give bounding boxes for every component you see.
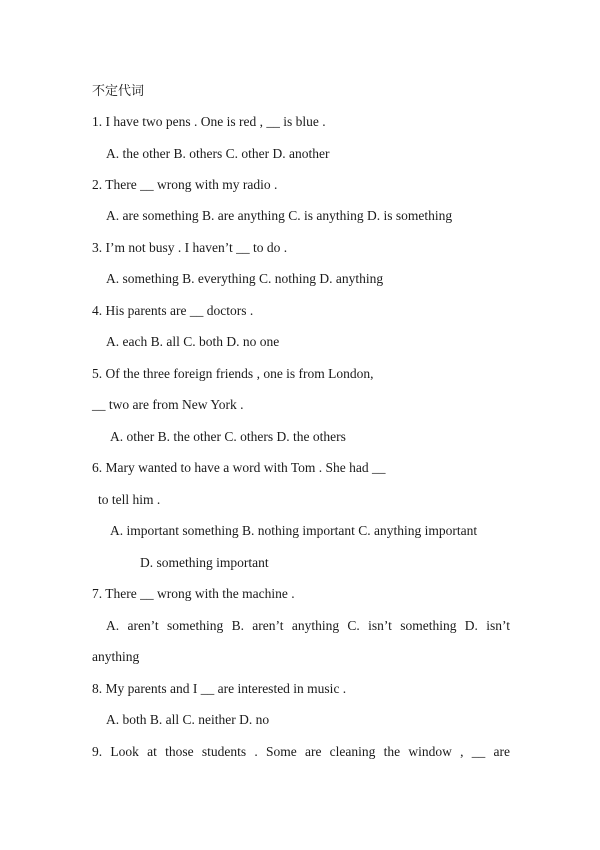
- options-7: A. aren’t something B. aren’t anything C. isn’t something D. isn’t: [106, 618, 510, 633]
- question-5-cont: __ two are from New York .: [92, 397, 244, 412]
- options-8: A. both B. all C. neither D. no: [106, 712, 270, 727]
- question-8: 8. My parents and I __ are interested in music .: [92, 681, 347, 696]
- options-2: A. are something B. are anything C. is anything D. is something: [106, 208, 453, 223]
- question-1: 1. I have two pens . One is red , __ is blue .: [92, 114, 326, 129]
- question-3: 3. I’m not busy . I haven’t __ to do .: [92, 240, 288, 255]
- options-4: A. each B. all C. both D. no one: [106, 334, 280, 349]
- options-6: A. important something B. nothing important C. anything important: [110, 523, 478, 538]
- question-5: 5. Of the three foreign friends , one is from London,: [92, 366, 374, 381]
- options-5: A. other B. the other C. others D. the others: [110, 429, 346, 444]
- question-4: 4. His parents are __ doctors .: [92, 303, 254, 318]
- options-7-cont: anything: [92, 649, 140, 664]
- question-6: 6. Mary wanted to have a word with Tom . She had __: [92, 460, 386, 475]
- section-title: 不定代词: [92, 84, 145, 99]
- options-6-cont: D. something important: [140, 555, 269, 570]
- options-1: A. the other B. others C. other D. another: [106, 146, 330, 161]
- options-3: A. something B. everything C. nothing D. anything: [106, 271, 384, 286]
- question-9: 9. Look at those students . Some are cleaning the window , __ are: [92, 744, 510, 759]
- question-2: 2. There __ wrong with my radio .: [92, 177, 278, 192]
- question-7: 7. There __ wrong with the machine .: [92, 586, 295, 601]
- question-6-cont: to tell him .: [98, 492, 161, 507]
